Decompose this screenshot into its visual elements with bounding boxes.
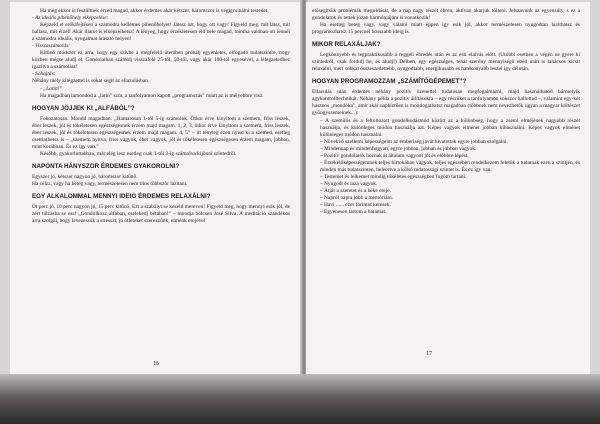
paragraph: Ellazulás után érdemes néhány pozitív üzenettel tudatosan megfogalmazni, majd használhatod bármelyik agykontrolltechnikát. Néhány példa a pozitív állításokra – egy részüket a tanfolyamon sokszor hallottad –, valamint egy-két hasznos „mondóka”, amit akár naphíztően is mondogathatsz magadban (többnek nem nevezhetők ugyan a magyar költészet gyöngyszemeinek...): — [312, 89, 580, 117]
paragraph: Képzeld el erőkifejtésen a számodra kellemes pihenőhelyet! Játssz azt, hogy ott vagy! Figyeld meg, mit látsz, mit hallasz, mit érzel! Akár illatot is elképzelhetsz! A lényeg, hogy érzékletesen éld bele magad, mintha valóban ott lennél a számodra ideális, nyugalmat árasztó helyen! — [32, 22, 290, 43]
paragraph: - „Latin!” — [40, 85, 63, 92]
list-item: – Napról napra jobb a memóriám. — [320, 195, 394, 202]
scan-bottom-shadow — [0, 374, 600, 424]
paragraph: Ha magadban lámondod a „latin” szót, a tanfolyamon kapott „programozás” miatt az is mélyebbre visz. — [40, 92, 264, 99]
list-item: – Növekvő szellemi képességeim az emberiség javát hivatottak egyre jobban szolgálni. — [320, 138, 508, 145]
paragraph: Ha esetleg beteg vagy, vagy valami miatt éppen így esik jól, akkor természetesen nyugodtan lazíthatsz és programozhatsz 15 percnél hosszabb ideig is. — [312, 22, 580, 36]
paragraph: Később, gyakorlottabban, már elég lesz esetleg csak 1-től 3-ig számolva kijönni szintedről. — [40, 150, 237, 157]
paragraph: elősegítsük problémák megoldását, de a nap nagy részét ébren, aktívan akarjuk tölteni. Jelszavunk az egyensúly, s ez a gondolatok és tettek józan harmóniájára is vonatkozik! — [312, 8, 580, 22]
paragraph: Legkönnyebb és legpraktikusabb a reggeli ébredés után és az esti elalvás előtt. (Utóbbi esetben a végén ne gyere ki szintedről, csak fordulj be, és aludj!) Délben, egy egészséges, tehát szerény mennyiségű ebéd után is tanácsos kicsit relaxálni, mert sokkal összeszedettebb, nyugodtabb, energikusabb és hatékonyabb leszel így délután. — [312, 52, 580, 73]
paragraph: Fokozatosan. Mondd magadban: „Hamarosan 1-től 5-ig számolok. Ötkor érve kinyitom a szemem, friss leszek, éber leszek, jól és tökéletesen egészségesnek érzem majd magam. 1, 2, 3, ötkor érve kinyitom a szemem, friss leszek, éber leszek, jól és tökéletesen egészségesnek érzem majd magam. 4, 5” – itt tényleg ezen nyisd ki a szemed, esetleg csettinthetsz is – „szemem nyitva, friss vagyok, éber vagyok, jól és tökéletesen egészségesen érzem magam, jobban, mint korábban. És ez így van.” — [32, 115, 290, 150]
paragraph: - Sóhajtás: — [32, 71, 56, 78]
section-heading: MIKOR RELAXÁLJAK? — [312, 41, 381, 49]
list-item: – Nyugodt és laza vagyok. — [320, 180, 378, 187]
paragraph: Egyszer jó, kétszer nagyon jó, háromszor kitűnő. — [32, 173, 138, 180]
list-item: – Pozitív gondolatok hoznak át általam vagyont jót és előbbre lépést. — [320, 152, 469, 159]
paragraph: Ha célzz, vagy ha beteg vagy, természetesen nem tilos többször lazítani. — [32, 180, 188, 187]
paragraph: - Az ideális pihenőhely elképzelése: — [32, 15, 109, 22]
right-page — [306, 2, 590, 374]
left-page-number: 16 — [153, 361, 159, 367]
list-item: – Testemet és lelkemet mindig tökéletes egészségben fogom tartani. — [320, 173, 467, 180]
left-page — [10, 2, 302, 374]
right-page-content — [312, 8, 580, 216]
paragraph: Ha még ekkor is feszültnek érzed magad, akkor érdemes akár kétszer, háromszor is végigcsinálni testedet. — [40, 8, 269, 14]
paragraph: Öt perc jó, 10 perc nagyon jó, 15 perc kitűnő. Ezt a szabályt se kezeld mereven! Figyeld meg, hogy mennyi ezik jól, de zért túlzásba se ess! „Gondolkozz alfában, cselekedj bétában!” – mondja bölcsen José Silva. A meditáció szándékos arra szolgál, hogy levezessük a stresszt, jó ötleteket szerezzünk, elménk erejével — [32, 203, 290, 225]
left-page-content — [32, 8, 290, 225]
paragraph: Néhány mély kilégzettel is sokat segít az ellazulásban. — [32, 78, 150, 85]
section-heading: HOGYAN JÖJJEK KI „ALFÁBÓL”? — [32, 104, 135, 112]
list-item: – A szemülis és a feltoltozott gondolkodásmód között az a különbség, hogy a zsemi elméjének nagyobb részét használja, és különleges módon használja azt. Képes vagyok elménet jobban kihasználni. Képes vagyok elménet különleges módon használni. — [320, 117, 580, 138]
section-heading: NAPONTA HÁNYSZOR ÉRDEMES GYAKOROLNI? — [32, 162, 180, 170]
section-heading: HOGYAN PROGRAMOZZAM „SZÁMÍTÓGÉPEMET”? — [312, 78, 467, 86]
paragraph: - Visszaszámolás: — [32, 43, 71, 50]
list-item: – Érzékelőképességemnek teljes birtokában vagyok, teljes egészében rendelkezem feletük a tudatnak ezen a szintjén, és minden más tudatszinten, beleértve a külső tudatossági szintet is. És ez így van. — [320, 159, 580, 173]
section-heading: EGY ALKALOMMAL MENNYI IDEIG ÉRDEMES RELAXÁLNI? — [32, 192, 211, 200]
list-item: – Havi ...... ezer forintot keresek. — [320, 202, 391, 209]
list-item: – Mindennap és mindenhogyan, egyre jobban, jobban és jobban vagyok. — [320, 145, 477, 152]
list-item: – Egyenesen tartom a hátamat. — [320, 209, 387, 216]
right-page-number: 17 — [426, 351, 432, 357]
paragraph: Kitűnő módszer ez arra, hogy egy szívbe a megfelelő ütemben próbálj egyenletes, elfogadó tudatszintre, hogy közben mégse aludj el. Gondolatban számolj visszafelé 25-től, 50-től, vagy akár 100-tól egyesével, a lélegzetedhez igazítva a számolást! — [32, 50, 290, 71]
list-item: – Átjár a szeretet és a béke ereje. — [320, 187, 391, 194]
